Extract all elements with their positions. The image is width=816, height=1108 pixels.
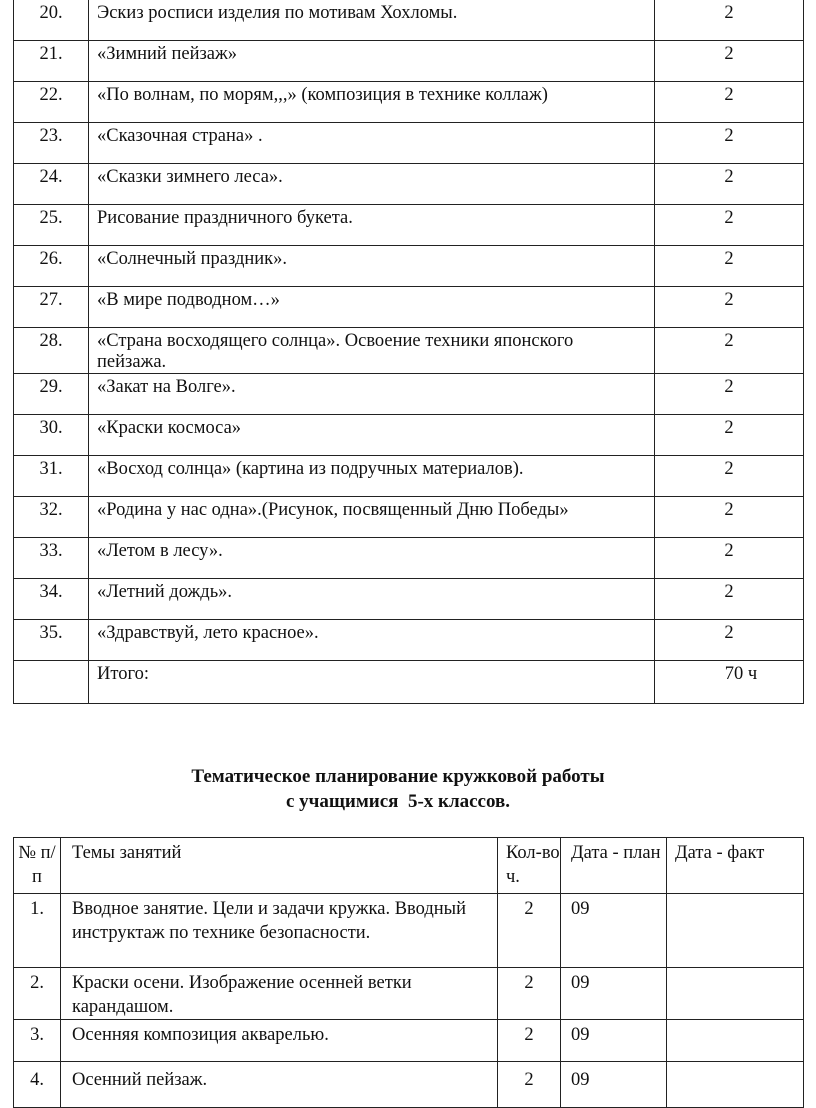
table-row — [14, 287, 804, 328]
row-hours: 2 — [655, 0, 804, 41]
row-fact — [667, 1020, 804, 1062]
table-row — [14, 968, 804, 1020]
row-topic: Осенняя композиция акварелью. — [61, 1020, 498, 1062]
row-fact — [667, 894, 804, 968]
table-row — [14, 0, 804, 41]
row-hours: 2 — [655, 538, 804, 579]
row-title: «Сказочная страна» . — [89, 123, 655, 164]
table-row — [14, 456, 804, 497]
row-hours: 2 — [655, 82, 804, 123]
row-title: Эскиз росписи изделия по мотивам Хохломы. — [89, 0, 655, 41]
table-row — [14, 123, 804, 164]
row-hours: 2 — [655, 205, 804, 246]
row-number: 24. — [14, 164, 89, 205]
row-hours: 2 — [655, 123, 804, 164]
table-row — [14, 497, 804, 538]
total-number-cell — [14, 661, 89, 704]
table-row — [14, 374, 804, 415]
table-row — [14, 205, 804, 246]
table-row — [14, 579, 804, 620]
row-number: 34. — [14, 579, 89, 620]
row-fact — [667, 1062, 804, 1108]
table-row — [14, 82, 804, 123]
row-plan: 09 — [561, 968, 667, 1020]
row-number: 30. — [14, 415, 89, 456]
row-count: 2 — [498, 1062, 561, 1108]
row-topic: Осенний пейзаж. — [61, 1062, 498, 1108]
table-row — [14, 894, 804, 968]
row-count: 2 — [498, 894, 561, 968]
row-number: 3. — [14, 1020, 61, 1062]
row-hours: 2 — [655, 246, 804, 287]
row-plan: 09 — [561, 894, 667, 968]
table-row — [14, 1062, 804, 1108]
row-plan: 09 — [561, 1020, 667, 1062]
thematic-plan-table — [13, 837, 804, 1108]
table-row — [14, 41, 804, 82]
row-hours: 2 — [655, 328, 804, 374]
row-number: 20. — [14, 0, 89, 41]
header-fact: Дата - факт — [667, 838, 804, 894]
row-number: 31. — [14, 456, 89, 497]
header-topic: Темы занятий — [61, 838, 498, 894]
row-fact — [667, 968, 804, 1020]
row-number: 21. — [14, 41, 89, 82]
row-title: «Здравствуй, лето красное». — [89, 620, 655, 661]
header-num: № п/п — [14, 838, 61, 894]
row-number: 2. — [14, 968, 61, 1020]
row-hours: 2 — [655, 415, 804, 456]
row-hours: 2 — [655, 579, 804, 620]
row-hours: 2 — [655, 456, 804, 497]
row-title: «Сказки зимнего леса». — [89, 164, 655, 205]
row-hours: 2 — [655, 287, 804, 328]
header-plan: Дата - план — [561, 838, 667, 894]
row-number: 1. — [14, 894, 61, 968]
row-count: 2 — [498, 1020, 561, 1062]
row-hours: 2 — [655, 374, 804, 415]
header-count: Кол-во ч. — [498, 838, 561, 894]
row-topic: Краски осени. Изображение осенней ветки карандашом. — [61, 968, 498, 1020]
row-title: «Закат на Волге». — [89, 374, 655, 415]
row-title: «Летний дождь». — [89, 579, 655, 620]
heading-line-2: с учащимися 5-х классов. — [285, 791, 511, 812]
row-hours: 2 — [655, 497, 804, 538]
row-title: «Восход солнца» (картина из подручных материалов). — [89, 456, 655, 497]
row-hours: 2 — [655, 620, 804, 661]
row-title: «Страна восходящего солнца». Освоение техники японского пейзажа. — [89, 328, 655, 374]
row-number: 26. — [14, 246, 89, 287]
total-value: 70 ч — [655, 661, 804, 704]
row-hours: 2 — [655, 41, 804, 82]
row-plan: 09 — [561, 1062, 667, 1108]
row-title: «В мире подводном…» — [89, 287, 655, 328]
row-number: 33. — [14, 538, 89, 579]
table-row — [14, 620, 804, 661]
row-title: Рисование праздничного букета. — [89, 205, 655, 246]
heading-line-1: Тематическое планирование кружковой работы — [191, 766, 605, 787]
table-row — [14, 1020, 804, 1062]
row-number: 35. — [14, 620, 89, 661]
total-label: Итого: — [89, 661, 655, 704]
row-title: «Краски космоса» — [89, 415, 655, 456]
row-hours: 2 — [655, 164, 804, 205]
row-title: «Зимний пейзаж» — [89, 41, 655, 82]
row-number: 22. — [14, 82, 89, 123]
row-title: «Родина у нас одна».(Рисунок, посвященный Дню Победы» — [89, 497, 655, 538]
total-row — [14, 661, 804, 704]
row-number: 25. — [14, 205, 89, 246]
row-number: 23. — [14, 123, 89, 164]
row-topic: Вводное занятие. Цели и задачи кружка. Вводный инструктаж по технике безопасности. — [61, 894, 498, 968]
row-number: 29. — [14, 374, 89, 415]
table-row — [14, 164, 804, 205]
row-title: «Летом в лесу». — [89, 538, 655, 579]
row-number: 28. — [14, 328, 89, 374]
row-count: 2 — [498, 968, 561, 1020]
row-number: 4. — [14, 1062, 61, 1108]
table-row — [14, 538, 804, 579]
row-number: 27. — [14, 287, 89, 328]
table-row — [14, 328, 804, 374]
row-title: «Солнечный праздник». — [89, 246, 655, 287]
lessons-table-continued — [13, 0, 804, 704]
section-heading — [0, 764, 796, 814]
table-row — [14, 415, 804, 456]
table-row — [14, 246, 804, 287]
table-header-row — [14, 838, 804, 894]
row-number: 32. — [14, 497, 89, 538]
row-title: «По волнам, по морям,,,» (композиция в технике коллаж) — [89, 82, 655, 123]
